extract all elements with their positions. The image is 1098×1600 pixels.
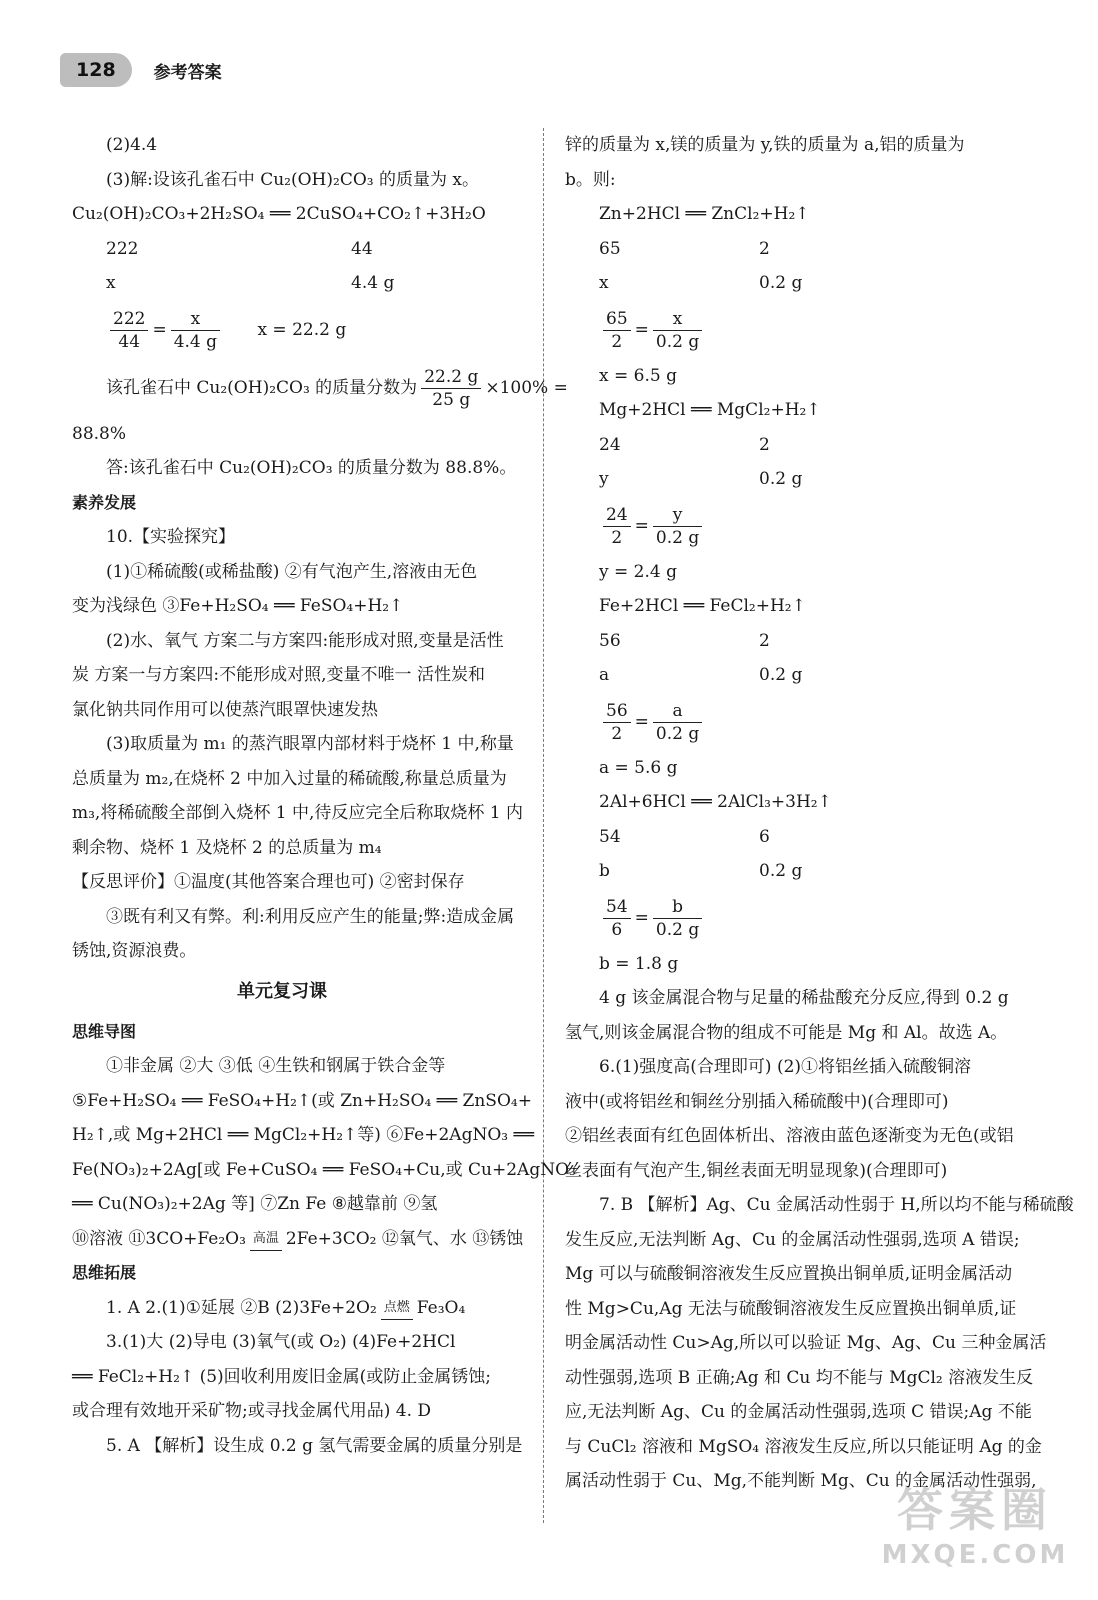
fraction: [603, 700, 631, 745]
numerator: 222: [110, 308, 148, 331]
fraction: [171, 308, 220, 353]
equation: Fe+2HCl ══ FeCl₂+H₂↑: [599, 596, 806, 616]
text-line: 氯化钠共同作用可以使蒸汽眼罩快速发热: [72, 699, 378, 720]
text-line: Mg 可以与硫酸铜溶液发生反应置换出铜单质,证明金属活动: [565, 1264, 1013, 1284]
text-line: 剩余物、烧杯 1 及烧杯 2 的总质量为 m₄: [72, 837, 382, 858]
column-divider: [543, 128, 544, 1523]
text-line: 7. B 【解析】Ag、Cu 金属活动性弱于 H,所以均不能与稀硫酸: [599, 1195, 1074, 1215]
reaction-condition: [381, 1297, 413, 1320]
numerator: 54: [603, 896, 631, 919]
watermark-logo: [870, 1474, 1080, 1594]
result: y = 2.4 g: [599, 561, 677, 582]
numerator: x: [653, 308, 702, 331]
text: ⑩溶液 ⑪3CO+Fe₂O₃: [72, 1228, 246, 1249]
ratio-value: x: [599, 273, 609, 293]
section-heading: 思维拓展: [72, 1263, 137, 1282]
text-line: 3.(1)大 (2)导电 (3)氧气(或 O₂) (4)Fe+2HCl: [106, 1332, 456, 1352]
text-line: 液中(或将铝丝和铜丝分别插入稀硫酸中)(合理即可): [565, 1091, 949, 1112]
result: x = 6.5 g: [599, 365, 677, 386]
ratio-row: [565, 624, 1027, 659]
ratio-value: 0.2 g: [759, 665, 803, 685]
text-line: 与 CuCl₂ 溶液和 MgSO₄ 溶液发生反应,所以只能证明 Ag 的金: [565, 1436, 1042, 1457]
text-line: 6.(1)强度高(合理即可) (2)①将铝丝插入硫酸铜溶: [599, 1057, 972, 1077]
text-line: (3)取质量为 m₁ 的蒸汽眼罩内部材料于烧杯 1 中,称量: [106, 734, 514, 754]
ratio-row: [565, 232, 1027, 267]
unit-title: 单元复习课: [237, 980, 327, 1002]
ratio-row: [72, 232, 522, 267]
ratio-value: y: [599, 469, 609, 489]
denominator: 6: [611, 919, 623, 940]
text: 1. A 2.(1)①延展 ②B (2)3Fe+2O₂: [106, 1297, 377, 1318]
watermark-url: MXQE.COM: [881, 1540, 1069, 1570]
text-line: 变为浅绿色 ③Fe+H₂SO₄ ══ FeSO₄+H₂↑: [72, 596, 404, 616]
text-line: 性 Mg>Cu,Ag 无法与硫酸铜溶液发生反应置换出铜单质,证: [565, 1298, 1017, 1319]
denominator: 4.4 g: [173, 331, 218, 352]
equation: Mg+2HCl ══ MgCl₂+H₂↑: [599, 400, 821, 420]
equation: Zn+2HCl ══ ZnCl₂+H₂↑: [599, 204, 810, 224]
ratio-row: [565, 820, 1027, 855]
text-line: H₂↑,或 Mg+2HCl ══ MgCl₂+H₂↑等) ⑥Fe+2AgNO₃ ══: [72, 1125, 534, 1145]
text-line: 明金属活动性 Cu>Ag,所以可以验证 Mg、Ag、Cu 三种金属活: [565, 1333, 1047, 1353]
text-line: 动性强弱,选项 B 正确;Ag 和 Cu 均不能与 MgCl₂ 溶液发生反: [565, 1367, 1034, 1388]
fraction: [653, 504, 702, 549]
fraction-line: [72, 359, 568, 417]
text-line: 88.8%: [72, 423, 127, 444]
fraction: [603, 896, 631, 941]
equation: Cu₂(OH)₂CO₃+2H₂SO₄ ══ 2CuSO₄+CO₂↑+3H₂O: [72, 204, 486, 224]
ratio-value: 2: [759, 238, 770, 259]
fraction: [603, 504, 631, 549]
numerator: 24: [603, 504, 631, 527]
ratio-row: [565, 462, 1027, 497]
numerator: 56: [603, 700, 631, 723]
text-line: (3)解:设该孔雀石中 Cu₂(OH)₂CO₃ 的质量为 x。: [106, 169, 479, 190]
left-column: [72, 128, 576, 1463]
ratio-value: 0.2 g: [759, 273, 803, 293]
text-line: 炭 方案一与方案四:不能形成对照,变量不唯一 活性炭和: [72, 665, 485, 685]
text-line: 氢气,则该金属混合物的组成不可能是 Mg 和 Al。故选 A。: [565, 1022, 1008, 1043]
ratio-value: 24: [599, 434, 621, 455]
ratio-value: x: [106, 273, 116, 293]
condition-label: 点燃: [381, 1297, 413, 1320]
ratio-value: 44: [351, 238, 373, 259]
text: 该孔雀石中 Cu₂(OH)₂CO₃ 的质量分数为: [106, 377, 418, 398]
text-line: (2)4.4: [106, 135, 158, 155]
fraction-line: $\frac{65}{2}$ = $\frac{x}{0.2 g}$: [565, 301, 1027, 359]
ratio-value: b: [599, 861, 610, 881]
denominator: 0.2 g: [655, 919, 700, 940]
ratio-row: [565, 854, 1027, 889]
condition-label: 高温: [250, 1228, 282, 1251]
numerator: 22.2 g: [421, 366, 481, 389]
text-line: ══ Cu(NO₃)₂+2Ag 等] ⑦Zn Fe ⑧越靠前 ⑨氢: [72, 1194, 438, 1214]
ratio-value: 4.4 g: [351, 273, 395, 293]
text-line: b。则:: [565, 169, 616, 190]
ratio-row: [565, 658, 1027, 693]
section-heading: 思维导图: [72, 1021, 137, 1041]
denominator: 0.2 g: [655, 723, 700, 744]
fraction-line: $\frac{56}{2}$ = $\frac{a}{0.2 g}$: [565, 693, 1027, 751]
text: 2Fe+3CO₂ ⑫氧气、水 ⑬锈蚀: [285, 1228, 524, 1249]
fraction: [653, 308, 702, 353]
denominator: 2: [611, 331, 623, 352]
page-header: [60, 48, 222, 92]
denominator: 2: [611, 723, 623, 744]
fraction: [653, 896, 702, 941]
ratio-value: 6: [759, 826, 770, 847]
ratio-value: 0.2 g: [759, 861, 803, 881]
text-line: 应,无法判断 Ag、Cu 的金属活动性强弱,选项 C 错误;Ag 不能: [565, 1402, 1032, 1422]
numerator: a: [653, 700, 702, 723]
denominator: 44: [118, 331, 141, 352]
fraction: [653, 700, 702, 745]
ratio-value: 222: [106, 238, 139, 259]
fraction-line: $\frac{222}{44}$ = $\frac{x}{4.4 g}$ x = 22.2 g: [72, 301, 522, 359]
text-line: [72, 1291, 522, 1326]
result: x = 22.2 g: [257, 319, 347, 340]
fraction: [421, 366, 481, 411]
section-heading: 素养发展: [72, 492, 137, 512]
text-line: (2)水、氧气 方案二与方案四:能形成对照,变量是活性: [106, 630, 504, 651]
text-line: 发生反应,无法判断 Ag、Cu 的金属活动性强弱,选项 A 错误;: [565, 1229, 1020, 1250]
text-line: Fe(NO₃)₂+2Ag[或 Fe+CuSO₄ ══ FeSO₄+Cu,或 Cu+2AgNO₃: [72, 1159, 576, 1180]
watermark-text: 答案圈: [897, 1483, 1053, 1537]
text-line: 锈蚀,资源浪费。: [72, 941, 197, 961]
ratio-value: a: [599, 665, 610, 685]
numerator: y: [653, 504, 702, 527]
numerator: x: [171, 308, 220, 331]
text-line: (1)①稀硫酸(或稀盐酸) ②有气泡产生,溶液由无色: [106, 561, 478, 582]
fraction: [603, 308, 631, 353]
text: ×100% =: [485, 377, 568, 398]
denominator: 0.2 g: [655, 527, 700, 548]
ratio-row: [72, 266, 522, 301]
ratio-value: 0.2 g: [759, 469, 803, 489]
text-line: ⑤Fe+H₂SO₄ ══ FeSO₄+H₂↑(或 Zn+H₂SO₄ ══ ZnSO₄+: [72, 1090, 532, 1111]
text-line: 丝表面有气泡产生,铜丝表面无明显现象)(合理即可): [565, 1160, 948, 1181]
ratio-value: 65: [599, 238, 621, 259]
ratio-row: [565, 266, 1027, 301]
text-line: 【反思评价】①温度(其他答案合理也可) ②密封保存: [72, 872, 465, 892]
text-line: 答:该孔雀石中 Cu₂(OH)₂CO₃ 的质量分数为 88.8%。: [106, 458, 517, 478]
fraction: [110, 308, 148, 353]
text-line: ③既有利又有弊。利:利用反应产生的能量;弊:造成金属: [106, 906, 515, 927]
ratio-row: [565, 428, 1027, 463]
ratio-value: 56: [599, 630, 621, 651]
page-title: 参考答案: [153, 62, 222, 83]
denominator: 2: [611, 527, 623, 548]
text-line: 锌的质量为 x,镁的质量为 y,铁的质量为 a,铝的质量为: [565, 135, 965, 155]
text-line: 或合理有效地开采矿物;或寻找金属代用品) 4. D: [72, 1401, 432, 1421]
right-column: [565, 128, 1074, 1499]
denominator: 25 g: [432, 389, 471, 410]
ratio-value: 2: [759, 630, 770, 651]
question-label: 10.【实验探究】: [106, 527, 236, 547]
text-line: ①非金属 ②大 ③低 ④生铁和钢属于铁合金等: [106, 1056, 446, 1076]
fraction-line: $\frac{54}{6}$ = $\frac{b}{0.2 g}$: [565, 889, 1027, 947]
page-number: 128: [60, 53, 132, 87]
text-line: 5. A 【解析】设生成 0.2 g 氢气需要金属的质量分别是: [106, 1435, 523, 1456]
ratio-value: 54: [599, 826, 621, 847]
text-line: [72, 1222, 522, 1257]
text-line: ══ FeCl₂+H₂↑ (5)回收利用废旧金属(或防止金属锈蚀;: [72, 1366, 492, 1387]
ratio-value: 2: [759, 434, 770, 455]
text-line: ②铝丝表面有红色固体析出、溶液由蓝色逐渐变为无色(或铝: [565, 1126, 1014, 1146]
numerator: b: [653, 896, 702, 919]
text-line: 4 g 该金属混合物与足量的稀盐酸充分反应,得到 0.2 g: [599, 988, 1009, 1008]
reaction-condition: [250, 1228, 282, 1251]
numerator: 65: [603, 308, 631, 331]
text-line: 属活动性弱于 Cu、Mg,不能判断 Mg、Cu 的金属活动性强弱,: [565, 1471, 1037, 1491]
denominator: 0.2 g: [655, 331, 700, 352]
fraction-line: $\frac{24}{2}$ = $\frac{y}{0.2 g}$: [565, 497, 1027, 555]
text-line: 总质量为 m₂,在烧杯 2 中加入过量的稀硫酸,称量总质量为: [72, 768, 507, 789]
result: b = 1.8 g: [599, 953, 679, 974]
result: a = 5.6 g: [599, 757, 678, 778]
text-line: m₃,将稀硫酸全部倒入烧杯 1 中,待反应完全后称取烧杯 1 内: [72, 803, 523, 823]
equation: 2Al+6HCl ══ 2AlCl₃+3H₂↑: [599, 792, 832, 812]
text: Fe₃O₄: [416, 1297, 466, 1318]
